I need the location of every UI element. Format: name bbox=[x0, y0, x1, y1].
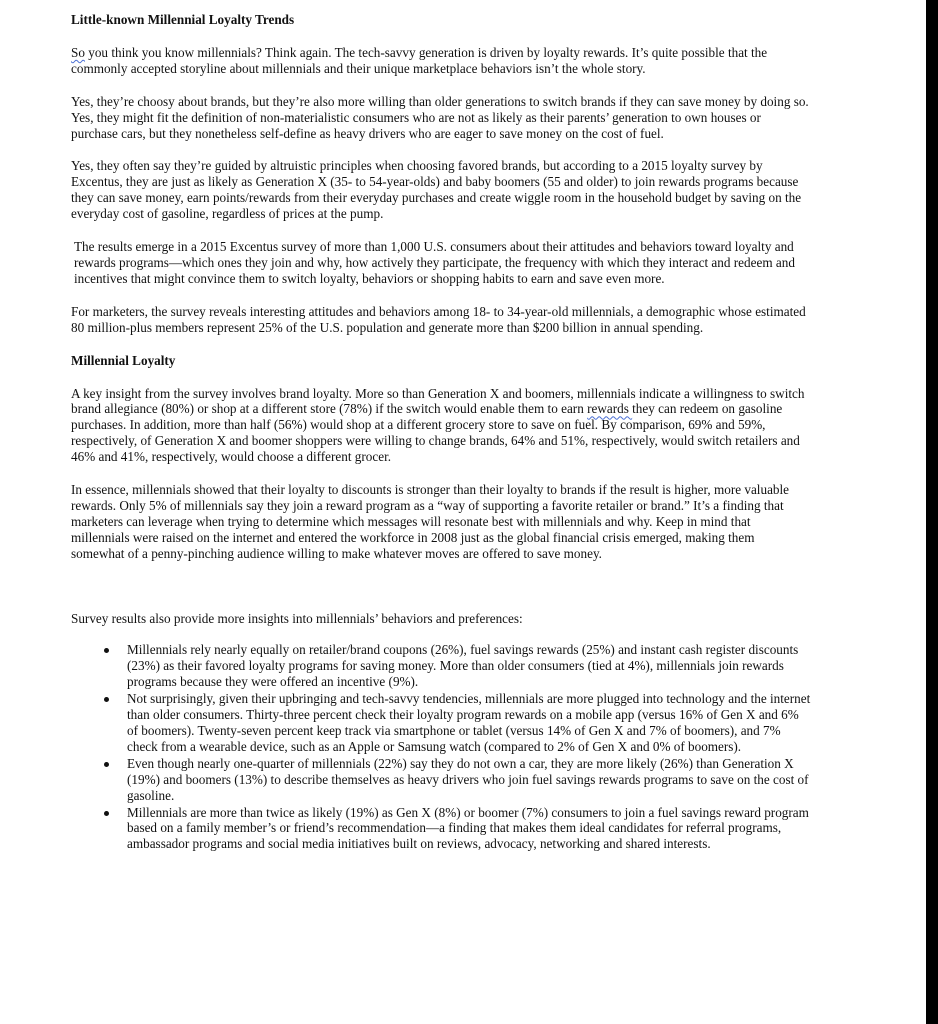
intro-paragraph bbox=[71, 45, 811, 77]
bullet-icon bbox=[104, 697, 109, 702]
section-paragraph-text: they can redeem on gasoline purchases. In addition, more than half (56%) would shop at a different grocery store to save on fuel. By comparison, 69% and 59%, respectively, of Generation X and boomer shoppers were willing to change brands, 64% and 51%, respectively, would switch retailers and 46% and 41%, respectively, would choose a different grocer. bbox=[71, 401, 800, 465]
list-item bbox=[71, 756, 811, 804]
bullet-icon bbox=[104, 811, 109, 816]
window-edge bbox=[926, 0, 938, 1024]
blank-lines bbox=[71, 579, 811, 611]
intro-paragraph-text: you think you know millennials? Think again. The tech-savvy generation is driven by loyalty rewards. It’s quite possible that the commonly accepted storyline about millennials and their unique marketplace behaviors isn’t the whole story. bbox=[71, 44, 768, 76]
body-paragraph: Yes, they often say they’re guided by altruistic principles when choosing favored brands, but according to a 2015 loyalty survey by Excentus, they are just as likely as Generation X (35- to 54-year-olds) and baby boomers (55 and older) to join rewards programs because they can save money, earn points/rewards from their everyday purchases and create wiggle room in the household budget by saving on the everyday cost of gasoline, regardless of prices at the pump. bbox=[71, 158, 802, 222]
list-item bbox=[71, 805, 811, 853]
spellcheck-flagged-word[interactable]: rewards bbox=[587, 401, 633, 417]
section-paragraph: In essence, millennials showed that their loyalty to discounts is stronger than their loyalty to brands if the result is higher, more valuable rewards. Only 5% of millennials say they join a reward program as a “way of supporting a favorite retailer or brand.” It’s a finding that marketers can leverage when trying to determine which messages will resonate best with millennials and why. Keep in mind that millennials were raised on the internet and entered the workforce in 2008 just as the global financial crisis emerged, making them somewhat of a penny-pinching audience willing to make whatever moves are offered to save money. bbox=[71, 482, 790, 561]
section-paragraph bbox=[71, 386, 811, 466]
bullet-icon bbox=[104, 762, 109, 767]
list-item-text: Millennials are more than twice as likely (19%) as Gen X (8%) or boomer (7%) consumers to join a fuel savings reward program based on a family member’s or friend’s recommendation—a finding that makes them ideal candidates for referral programs, ambassador programs and social media initiatives built on reviews, advocacy, networking and shared interests. bbox=[127, 804, 809, 852]
body-paragraph: The results emerge in a 2015 Excentus survey of more than 1,000 U.S. consumers about their attitudes and behaviors toward loyalty and rewards programs—which ones they join and why, how actively they participate, the frequency with which they interact and redeem and incentives that might convince them to switch loyalty, behaviors or shopping habits to earn and save even more. bbox=[74, 239, 795, 286]
document-body[interactable] bbox=[71, 12, 811, 853]
body-paragraph: For marketers, the survey reveals interesting attitudes and behaviors among 18- to 34-year-old millennials, a demographic whose estimated 80 million-plus members represent 25% of the U.S. population and generate more than $200 billion in annual spending. bbox=[71, 303, 806, 335]
body-paragraph: Yes, they’re choosy about brands, but they’re also more willing than older generations to switch brands if they can save money by doing so. Yes, they might fit the definition of non-materialistic consumers who are not as likely as their parents’ generation to own houses or purchase cars, but they nonetheless self-define as heavy drivers who are eager to save money on the cost of fuel. bbox=[71, 93, 809, 141]
list-item bbox=[71, 642, 811, 690]
section-paragraph-text: A key insight from the survey involves brand loyalty. More so than Generation X and boomers, millennials indicate a willingness to switch brand allegiance (80%) or shop at a different store (78%) if the switch would enable them to earn bbox=[71, 385, 805, 417]
spellcheck-flagged-word[interactable]: So bbox=[71, 44, 85, 60]
document-title: Little-known Millennial Loyalty Trends bbox=[71, 12, 295, 27]
list-item bbox=[71, 691, 811, 755]
list-item-text: Even though nearly one-quarter of millennials (22%) say they do not own a car, they are more likely (26%) than Generation X (19%) and boomers (13%) to describe themselves as heavy drivers who join fuel savings rewards programs to save on the cost of gasoline. bbox=[127, 755, 809, 803]
section-heading: Millennial Loyalty bbox=[71, 352, 176, 368]
list-intro: Survey results also provide more insights into millennials’ behaviors and preferences: bbox=[71, 610, 523, 626]
list-item-text: Millennials rely nearly equally on retailer/brand coupons (26%), fuel savings rewards (25%) and instant cash register discounts (23%) as their favored loyalty programs for saving money. More than older consumers (tied at 4%), millennials join rewards programs because they were offered an incentive (9%). bbox=[127, 642, 799, 690]
bullet-icon bbox=[104, 648, 109, 653]
bullet-list bbox=[71, 642, 811, 852]
list-item-text: Not surprisingly, given their upbringing and tech-savvy tendencies, millennials are more plugged into technology and the internet than older consumers. Thirty-three percent check their loyalty program rewards on a mobile app (versus 16% of Gen X and 6% of boomers). Twenty-seven percent keep track via smartphone or tablet (versus 14% of Gen X and 7% of boomers), and 7% check from a wearable device, such as an Apple or Samsung watch (compared to 2% of Gen X and 0% of boomers). bbox=[127, 691, 811, 754]
